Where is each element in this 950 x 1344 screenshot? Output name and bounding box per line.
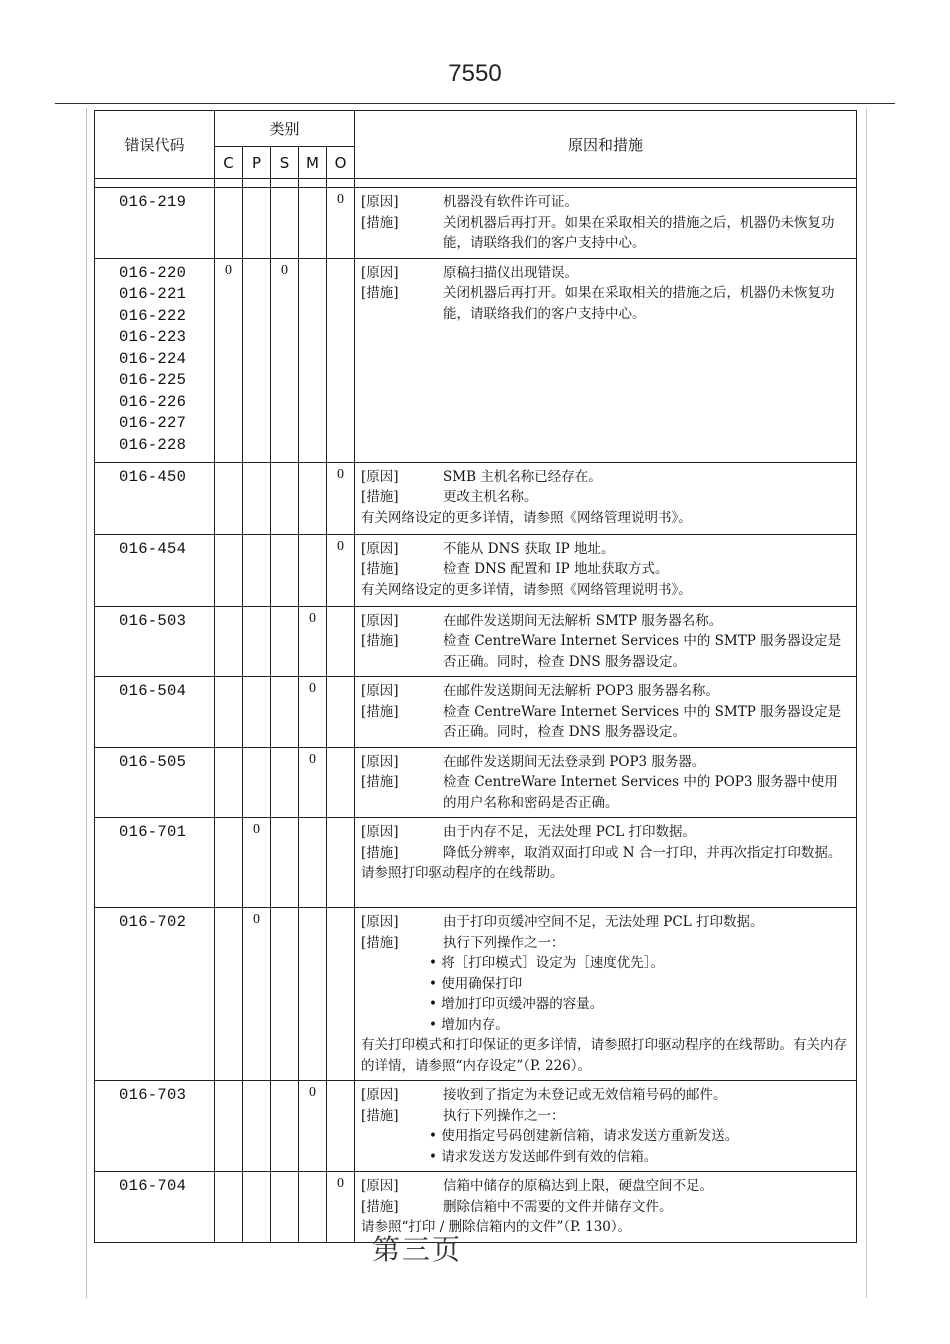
header-cause-action: 原因和措施: [355, 111, 857, 179]
cause-text: 不能从 DNS 获取 IP 地址。: [443, 540, 615, 557]
cause-label: [原因]: [361, 612, 399, 629]
category-mark: [215, 462, 243, 534]
action-line: [361, 213, 850, 254]
header-col-p: P: [243, 147, 271, 179]
category-mark: [299, 818, 327, 908]
action-label: [措施]: [361, 561, 399, 577]
action-label: [措施]: [361, 703, 399, 720]
action-line: [361, 559, 850, 580]
cause-text: 由于打印页缓冲空间不足，无法处理 PCL 打印数据。: [443, 914, 764, 930]
action-text: 检查 CentreWare Internet Services 中的 SMTP 服务器设定是否正确。同时，检查 DNS 服务器设定。: [443, 703, 842, 740]
cause-line: [361, 681, 850, 702]
action-label: [措施]: [361, 214, 399, 231]
header-category: 类别: [215, 111, 355, 147]
category-mark: [299, 188, 327, 259]
category-mark: 0: [327, 462, 355, 534]
cause-text: 接收到了指定为未登记或无效信箱号码的邮件。: [443, 1087, 727, 1103]
category-mark: [243, 188, 271, 259]
category-mark: [327, 818, 355, 908]
category-mark: [271, 188, 299, 259]
category-mark: [243, 1081, 271, 1172]
cause-text: 信箱中储存的原稿达到上限，硬盘空间不足。: [443, 1178, 713, 1194]
category-mark: [215, 1081, 243, 1172]
table-row: [95, 534, 857, 606]
action-line: [361, 631, 850, 672]
category-mark: [215, 908, 243, 1081]
action-text: 删除信箱中不需要的文件并储存文件。: [443, 1198, 673, 1215]
category-mark: [327, 677, 355, 748]
table-row: [95, 1172, 857, 1243]
action-line: [361, 487, 850, 508]
action-label: [措施]: [361, 844, 399, 861]
category-mark: [243, 534, 271, 606]
category-mark: 0: [327, 188, 355, 259]
category-mark: 0: [327, 534, 355, 606]
cause-line: [361, 822, 850, 843]
cause-label: [原因]: [361, 468, 399, 485]
cause-text: 由于内存不足，无法处理 PCL 打印数据。: [443, 824, 696, 840]
action-line: [361, 1197, 850, 1218]
action-text: 执行下列操作之一：: [443, 1107, 565, 1124]
category-mark: [271, 606, 299, 677]
table-row: [95, 258, 857, 462]
cause-text: 机器没有软件许可证。: [443, 194, 578, 210]
category-mark: [271, 747, 299, 818]
table-row: [95, 188, 857, 259]
cause-action-cell: [355, 1081, 857, 1172]
scan-border-right: [866, 108, 867, 1298]
action-label: [措施]: [361, 934, 399, 951]
category-mark: [327, 747, 355, 818]
cause-label: [原因]: [361, 1178, 399, 1194]
category-mark: [243, 462, 271, 534]
cause-action-cell: [355, 188, 857, 259]
category-mark: 0: [243, 818, 271, 908]
error-code: 016-220 016-221 016-222 016-223 016-224 016-225 016-226 016-227 016-228: [95, 258, 215, 462]
cause-label: [原因]: [361, 540, 399, 557]
category-mark: 0: [299, 677, 327, 748]
action-text: 检查 CentreWare Internet Services 中的 POP3 服务器中使用的用户名称和密码是否正确。: [443, 774, 838, 811]
top-rule: [55, 103, 895, 104]
cause-action-cell: [355, 258, 857, 462]
category-mark: 0: [299, 1081, 327, 1172]
cause-text: 在邮件发送期间无法登录到 POP3 服务器。: [443, 753, 706, 770]
error-code: 016-701: [95, 818, 215, 908]
action-line: [361, 933, 850, 954]
category-mark: [215, 606, 243, 677]
page-title: 7550: [448, 60, 502, 87]
action-label: [措施]: [361, 633, 399, 649]
cause-label: [原因]: [361, 1087, 399, 1103]
action-line: [361, 1106, 850, 1127]
category-mark: 0: [299, 606, 327, 677]
header-col-s: S: [271, 147, 299, 179]
header-col-c: C: [215, 147, 243, 179]
category-mark: [327, 258, 355, 462]
category-mark: [215, 818, 243, 908]
category-mark: 0: [215, 258, 243, 462]
table-row: [95, 1081, 857, 1172]
action-bullet: • 增加打印页缓冲器的容量。: [429, 996, 604, 1012]
category-mark: [271, 908, 299, 1081]
action-text: 降低分辨率，取消双面打印或 N 合一打印，并再次指定打印数据。: [443, 844, 842, 861]
category-mark: [327, 908, 355, 1081]
category-mark: [299, 908, 327, 1081]
cause-label: [原因]: [361, 824, 399, 840]
category-mark: [215, 188, 243, 259]
header-gap: [95, 179, 857, 188]
cause-action-cell: [355, 462, 857, 534]
reference-note: 有关网络设定的更多详情，请参照《网络管理说明书》。: [361, 509, 692, 526]
category-mark: [271, 534, 299, 606]
category-mark: [243, 677, 271, 748]
cause-text: 在邮件发送期间无法解析 SMTP 服务器名称。: [443, 612, 723, 629]
reference-note: 有关网络设定的更多详情，请参照《网络管理说明书》。: [361, 581, 692, 598]
cause-text: 在邮件发送期间无法解析 POP3 服务器名称。: [443, 683, 719, 699]
action-bullet: • 使用指定号码创建新信箱，请求发送方重新发送。: [429, 1128, 739, 1144]
action-line: [361, 702, 850, 743]
table-row: [95, 747, 857, 818]
error-code: 016-505: [95, 747, 215, 818]
cause-text: SMB 主机名称已经存在。: [443, 468, 602, 485]
category-mark: [243, 606, 271, 677]
category-mark: [299, 258, 327, 462]
action-text: 检查 DNS 配置和 IP 地址获取方式。: [443, 561, 669, 577]
category-mark: [271, 1172, 299, 1243]
error-code: 016-704: [95, 1172, 215, 1243]
category-mark: [215, 1172, 243, 1243]
action-line: [361, 772, 850, 813]
category-mark: [215, 747, 243, 818]
header-col-o: O: [327, 147, 355, 179]
cause-line: [361, 912, 850, 933]
cause-label: [原因]: [361, 264, 399, 281]
table-row: [95, 606, 857, 677]
cause-line: [361, 1176, 850, 1197]
cause-action-cell: [355, 818, 857, 908]
error-code: 016-219: [95, 188, 215, 259]
action-text: 关闭机器后再打开。如果在采取相关的措施之后，机器仍未恢复功能，请联络我们的客户支持中心。: [443, 214, 835, 251]
cause-line: [361, 467, 850, 488]
category-mark: [299, 534, 327, 606]
cause-action-cell: [355, 908, 857, 1081]
category-mark: [243, 258, 271, 462]
table-row: [95, 818, 857, 908]
category-mark: [243, 1172, 271, 1243]
action-label: [措施]: [361, 1198, 399, 1215]
action-bullet: • 增加内存。: [429, 1016, 509, 1033]
footer-page-label: 第三页: [372, 1233, 463, 1266]
category-mark: [327, 606, 355, 677]
category-mark: [215, 677, 243, 748]
category-mark: [243, 747, 271, 818]
action-text: 更改主机名称。: [443, 489, 538, 505]
action-text: 执行下列操作之一：: [443, 934, 565, 951]
category-mark: [299, 462, 327, 534]
cause-action-cell: [355, 747, 857, 818]
action-text: 检查 CentreWare Internet Services 中的 SMTP 服务器设定是否正确。同时，检查 DNS 服务器设定。: [443, 633, 842, 670]
category-mark: [271, 1081, 299, 1172]
category-mark: [215, 534, 243, 606]
action-label: [措施]: [361, 774, 399, 790]
category-mark: 0: [327, 1172, 355, 1243]
cause-line: [361, 752, 850, 773]
cause-label: [原因]: [361, 753, 399, 770]
cause-line: [361, 263, 850, 284]
cause-line: [361, 192, 850, 213]
cause-action-cell: [355, 534, 857, 606]
table-body: [95, 179, 857, 1243]
cause-label: [原因]: [361, 683, 399, 699]
category-mark: [271, 462, 299, 534]
reference-note: 请参照“打印 / 删除信箱内的文件”（P. 130）。: [361, 1219, 632, 1235]
action-text: 关闭机器后再打开。如果在采取相关的措施之后，机器仍未恢复功能，请联络我们的客户支持中心。: [443, 285, 835, 322]
error-code: 016-703: [95, 1081, 215, 1172]
scan-border-left: [86, 108, 87, 1298]
action-label: [措施]: [361, 489, 399, 505]
table-row: [95, 462, 857, 534]
action-bullet: • 将［打印模式］设定为［速度优先］。: [429, 955, 665, 971]
header-error-code: 错误代码: [95, 111, 215, 179]
category-mark: 0: [243, 908, 271, 1081]
action-label: [措施]: [361, 285, 399, 301]
error-code: 016-504: [95, 677, 215, 748]
category-mark: 0: [271, 258, 299, 462]
category-mark: [327, 1081, 355, 1172]
cause-action-cell: [355, 677, 857, 748]
cause-line: [361, 1085, 850, 1106]
error-code-table: [94, 110, 857, 1243]
reference-note: 请参照打印驱动程序的在线帮助。: [361, 865, 564, 881]
category-mark: [299, 1172, 327, 1243]
action-line: [361, 283, 850, 324]
table-row: [95, 908, 857, 1081]
action-bullet: • 请求发送方发送邮件到有效的信箱。: [429, 1148, 658, 1165]
category-mark: [271, 818, 299, 908]
cause-action-cell: [355, 606, 857, 677]
cause-line: [361, 611, 850, 632]
cause-line: [361, 539, 850, 560]
header-col-m: M: [299, 147, 327, 179]
cause-label: [原因]: [361, 194, 399, 210]
error-code: 016-450: [95, 462, 215, 534]
reference-note: 有关打印模式和打印保证的更多详情，请参照打印驱动程序的在线帮助。有关内存的详情，请参照“内存设定”（P. 226）。: [361, 1037, 847, 1074]
error-code: 016-503: [95, 606, 215, 677]
error-code: 016-702: [95, 908, 215, 1081]
category-mark: [271, 677, 299, 748]
category-mark: 0: [299, 747, 327, 818]
error-code: 016-454: [95, 534, 215, 606]
cause-text: 原稿扫描仪出现错误。: [443, 264, 578, 281]
cause-label: [原因]: [361, 914, 399, 930]
action-bullet: • 使用确保打印: [429, 975, 523, 992]
table-row: [95, 677, 857, 748]
action-label: [措施]: [361, 1107, 399, 1124]
action-line: [361, 843, 850, 864]
